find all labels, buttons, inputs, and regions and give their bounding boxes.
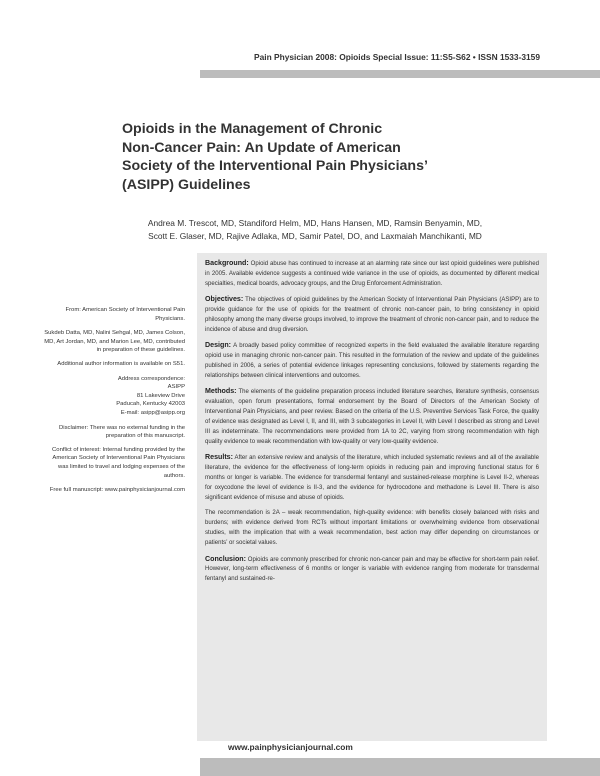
author-line: Andrea M. Trescot, MD, Standiford Helm, MD, Hans Hansen, MD, Ramsin Benyamin, MD,: [147, 218, 483, 228]
journal-citation-header: Pain Physician 2008: Opioids Special Issue: 11:S5-S62 • ISSN 1533-3159: [254, 52, 540, 62]
address-email: E-mail: asipp@asipp.org: [120, 409, 185, 416]
section-text: The objectives of opioid guidelines by the American Society of Interventional Pain Physicians (ASIPP) are to provide guidance for the use of opioids for the treatment of chronic non-cancer pain, to bring consistency in opioid philosophy among the many diverse groups involved, to improve the treatment of chronic non-cancer pain, and to reduce the incidence of abuse and drug diversion.: [205, 297, 539, 333]
section-text: The elements of the guideline preparation process included literature searches, literature synthesis, consensus evaluation, open forum presentations, formal endorsement by the Board of Directors of the American Society of Interventional Pain Physicians, and peer review. Based on the criteria of the U.S. Preventive Services Task Force, the quality of evidence was designated as Level I, II, and III, with 3 subcategories in Level II, with Level I described as strong and Level III as indeterminate. The recommendations were provided from 1A to 2C, varying from strong recommendation with high quality evidence to weak recommendation with low-quality or very low-quality evidence.: [205, 389, 539, 445]
abstract-methods: [205, 387, 539, 447]
title-line: Opioids in the Management of Chronic: [122, 121, 383, 137]
disclaimer-note: Disclaimer: There was no external funding in the preparation of this manuscript.: [59, 424, 185, 440]
title-line: Non-Cancer Pain: An Update of American: [122, 139, 401, 156]
address-line: Paducah, Kentucky 42003: [116, 401, 185, 408]
section-text: A broadly based policy committee of recognized experts in the field evaluated the available literature regarding opioid use in managing chronic non-cancer pain. This resulted in the formulation of the review and update of the guidelines published in 2006, a series of potential evidence linkages representing conclusions, followed by statements regarding the relationships between clinical interventions and outcomes.: [205, 343, 539, 380]
abstract-design: [205, 341, 539, 382]
title-line: Society of the Interventional Pain Physicians’: [122, 158, 428, 175]
section-text: After an extensive review and analysis of the literature, which included systematic reviews and all of the available literature, the evidence for the effectiveness of long-term opioids in reducing pain and improving functional status for 6 months or longer is variable. The evidence for transdermal fentanyl and sustained-release morphine is Level II-2, whereas for oxycodone the level of evidence is II-3, and the evidence for hydrocodone and methadone is Level III. There is also significant evidence of misuse and abuse of opioids.: [205, 455, 539, 502]
additional-info-note: Additional author information is available on S51.: [57, 360, 185, 367]
abstract-results: [205, 453, 539, 504]
section-heading: Objectives:: [205, 295, 244, 304]
free-manuscript-note: Free full manuscript: www.painphysicianjournal.com: [49, 487, 185, 494]
section-text: Opioid abuse has continued to increase at an alarming rate since our last opioid guidelines were published in 2005. Available evidence suggests a continued wide variance in the use of opioids, as documented by different medical specialties, medical boards, advocacy groups, and the Drug Enforcement Administration.: [205, 261, 539, 287]
section-text: Opioids are commonly prescribed for chronic non-cancer pain and may be effective for short-term pain relief. However, long-term effectiveness of 6 months or longer is variable with evidence ranging from moderate for transdermal fentanyl and sustained-re-: [205, 556, 539, 583]
correspondence-address: [44, 375, 185, 418]
article-title: [122, 120, 542, 194]
abstract-recommendation: The recommendation is 2A – weak recommendation, high-quality evidence: with benefits closely balanced with risks and burdens; with evidence derived from RCTs without important limitations or overwhelming evidence from observational studies, with the implication that with a weak recommendation, best action may differ depending on circumstances or patients’ or societal values.: [205, 510, 539, 547]
affiliation-note: From: American Society of Interventional Pain Physicians.: [65, 307, 185, 322]
footer-gray-bar: [200, 758, 600, 776]
section-heading: Background:: [205, 259, 249, 267]
footer-website-link[interactable]: www.painphysicianjournal.com: [228, 742, 353, 752]
abstract-background: [205, 259, 539, 290]
address-line: ASIPP: [167, 384, 185, 391]
conflict-of-interest-note: Conflict of interest: Internal funding provided by the American Society of Interventional Pain Physicians was limited to travel and lodging expenses of the authors.: [52, 446, 185, 479]
contributors-note: Sukdeb Datta, MD, Nalini Sehgal, MD, James Colson, MD, Art Jordan, MD, and Marion Lee, MD, contributed in preparation of these guidelines.: [44, 330, 185, 354]
section-heading: Methods:: [205, 387, 237, 396]
address-line: 81 Lakeview Drive: [136, 392, 185, 399]
abstract-conclusion: [205, 555, 539, 586]
section-heading: Design:: [205, 341, 232, 350]
abstract-box: [197, 253, 547, 741]
title-line: (ASIPP) Guidelines: [122, 176, 251, 193]
author-list: [100, 217, 530, 242]
author-line: Scott E. Glaser, MD, Rajive Adlaka, MD, Samir Patel, DO, and Laxmaiah Manchikanti, MD: [148, 230, 482, 241]
header-gray-bar: [200, 70, 600, 78]
section-heading: Conclusion:: [205, 554, 246, 563]
abstract-objectives: [205, 295, 539, 336]
section-heading: Results:: [205, 453, 233, 462]
article-sidebar-notes: [44, 306, 185, 501]
address-label: Address correspondence:: [117, 375, 185, 382]
